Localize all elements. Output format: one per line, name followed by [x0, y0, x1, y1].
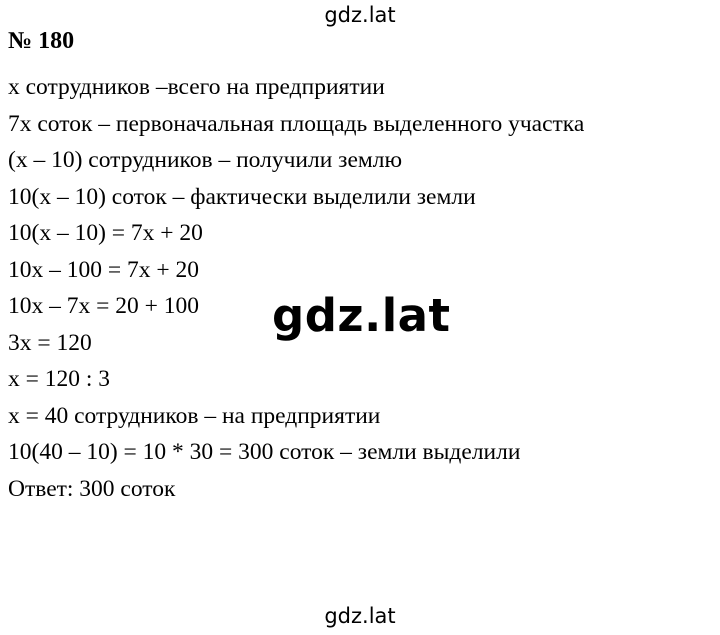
equation-line: 10(х – 10) = 7х + 20: [8, 220, 203, 246]
solution-line-land-calculation: 10(40 – 10) = 10 * 30 = 300 соток – земли выделили: [8, 439, 521, 465]
solution-line-received-employees: (х – 10) сотрудников – получили землю: [8, 147, 403, 173]
solution-line-variable: х сотрудников –всего на предприятии: [8, 74, 385, 100]
equation-line: 10х – 7х = 20 + 100: [8, 293, 200, 319]
answer-line: Ответ: 300 соток: [8, 475, 176, 502]
watermark-bottom: gdz.lat: [324, 604, 396, 628]
equation-line: 10х – 100 = 7х + 20: [8, 256, 200, 283]
solution-line-actual-area: 10(х – 10) соток – фактически выделили земли: [8, 183, 476, 210]
solution-lines: [8, 69, 584, 507]
equation-line: х = 120 : 3: [8, 366, 111, 392]
solution-line-employee-count: х = 40 сотрудников – на предприятии: [8, 402, 381, 429]
solution-line-original-area: 7х соток – первоначальная площадь выделенного участка: [8, 110, 585, 137]
watermark-center: gdz.lat: [272, 289, 451, 342]
watermark-top: gdz.lat: [324, 3, 396, 27]
problem-number: № 180: [8, 28, 75, 54]
equation-line: 3х = 120: [8, 329, 92, 356]
